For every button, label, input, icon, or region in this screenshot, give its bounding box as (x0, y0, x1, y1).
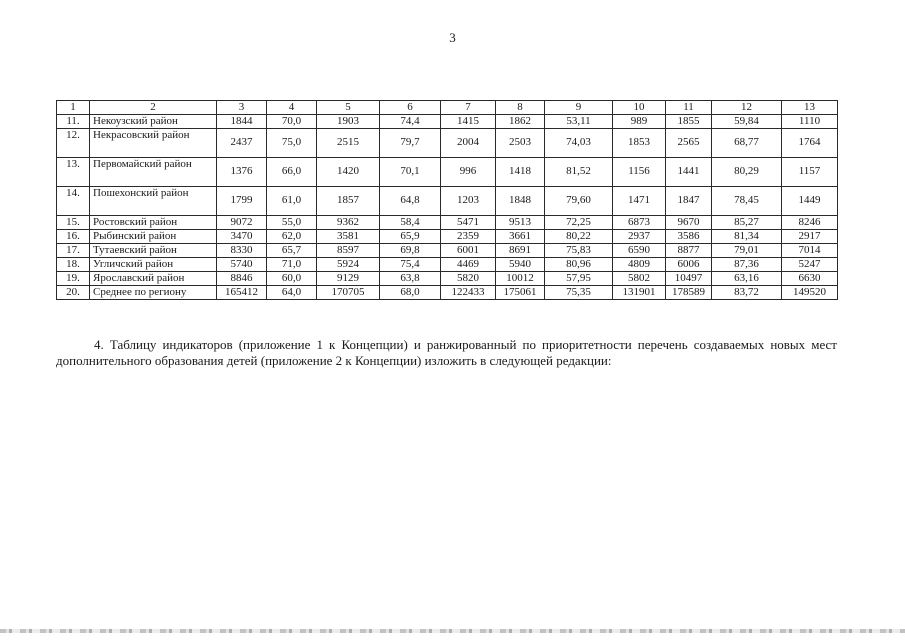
value-cell: 1441 (666, 157, 712, 186)
value-cell: 1847 (666, 186, 712, 215)
value-cell: 55,0 (267, 215, 317, 229)
value-cell: 70,0 (267, 114, 317, 128)
value-cell: 131901 (613, 285, 666, 299)
value-cell: 8597 (317, 243, 380, 257)
value-cell: 1764 (782, 128, 838, 157)
row-number-cell: 17. (57, 243, 90, 257)
value-cell: 75,83 (545, 243, 613, 257)
row-number-cell: 15. (57, 215, 90, 229)
value-cell: 62,0 (267, 229, 317, 243)
value-cell: 68,0 (380, 285, 441, 299)
amendment-paragraph: 4. Таблицу индикаторов (приложение 1 к Концепции) и ранжированный по приоритетности перечень создаваемых новых мест дополнительного образования детей (приложение 2 к Концепции) изложить в следующей редакции: (56, 337, 837, 368)
value-cell: 2917 (782, 229, 838, 243)
value-cell: 1376 (217, 157, 267, 186)
header-cell: 8 (496, 101, 545, 115)
value-cell: 122433 (441, 285, 496, 299)
indicators-table (56, 100, 838, 300)
value-cell: 1471 (613, 186, 666, 215)
value-cell: 1156 (613, 157, 666, 186)
table-row (57, 186, 838, 215)
district-name-cell: Тутаевский район (90, 243, 217, 257)
row-number-cell: 12. (57, 128, 90, 157)
row-number-cell: 11. (57, 114, 90, 128)
value-cell: 5471 (441, 215, 496, 229)
table-body (57, 101, 838, 300)
scan-edge-artifact (0, 629, 905, 633)
row-number-cell: 14. (57, 186, 90, 215)
value-cell: 1844 (217, 114, 267, 128)
value-cell: 9362 (317, 215, 380, 229)
value-cell: 1853 (613, 128, 666, 157)
value-cell: 8330 (217, 243, 267, 257)
value-cell: 58,4 (380, 215, 441, 229)
value-cell: 7014 (782, 243, 838, 257)
value-cell: 85,27 (712, 215, 782, 229)
header-cell: 11 (666, 101, 712, 115)
value-cell: 1157 (782, 157, 838, 186)
value-cell: 6001 (441, 243, 496, 257)
district-name-cell: Ростовский район (90, 215, 217, 229)
value-cell: 66,0 (267, 157, 317, 186)
value-cell: 178589 (666, 285, 712, 299)
value-cell: 8691 (496, 243, 545, 257)
header-cell: 2 (90, 101, 217, 115)
header-cell: 6 (380, 101, 441, 115)
value-cell: 87,36 (712, 257, 782, 271)
value-cell: 60,0 (267, 271, 317, 285)
table-row (57, 215, 838, 229)
row-number-cell: 13. (57, 157, 90, 186)
table-row (57, 285, 838, 299)
value-cell: 2359 (441, 229, 496, 243)
value-cell: 80,22 (545, 229, 613, 243)
value-cell: 2937 (613, 229, 666, 243)
value-cell: 9513 (496, 215, 545, 229)
value-cell: 64,8 (380, 186, 441, 215)
row-number-cell: 19. (57, 271, 90, 285)
value-cell: 1857 (317, 186, 380, 215)
value-cell: 80,96 (545, 257, 613, 271)
header-cell: 1 (57, 101, 90, 115)
value-cell: 5924 (317, 257, 380, 271)
value-cell: 79,01 (712, 243, 782, 257)
row-number-cell: 20. (57, 285, 90, 299)
header-cell: 13 (782, 101, 838, 115)
value-cell: 2004 (441, 128, 496, 157)
value-cell: 8246 (782, 215, 838, 229)
district-name-cell: Некрасовский район (90, 128, 217, 157)
value-cell: 6630 (782, 271, 838, 285)
value-cell: 170705 (317, 285, 380, 299)
value-cell: 5940 (496, 257, 545, 271)
value-cell: 80,29 (712, 157, 782, 186)
value-cell: 1418 (496, 157, 545, 186)
header-cell: 4 (267, 101, 317, 115)
value-cell: 6873 (613, 215, 666, 229)
value-cell: 3470 (217, 229, 267, 243)
district-name-cell: Среднее по региону (90, 285, 217, 299)
value-cell: 6006 (666, 257, 712, 271)
value-cell: 9072 (217, 215, 267, 229)
value-cell: 175061 (496, 285, 545, 299)
value-cell: 1799 (217, 186, 267, 215)
value-cell: 79,60 (545, 186, 613, 215)
value-cell: 1203 (441, 186, 496, 215)
value-cell: 81,52 (545, 157, 613, 186)
value-cell: 8846 (217, 271, 267, 285)
district-name-cell: Рыбинский район (90, 229, 217, 243)
value-cell: 3661 (496, 229, 545, 243)
table-row (57, 243, 838, 257)
value-cell: 65,7 (267, 243, 317, 257)
value-cell: 61,0 (267, 186, 317, 215)
district-name-cell: Угличский район (90, 257, 217, 271)
value-cell: 83,72 (712, 285, 782, 299)
value-cell: 72,25 (545, 215, 613, 229)
value-cell: 1855 (666, 114, 712, 128)
table-row (57, 157, 838, 186)
value-cell: 64,0 (267, 285, 317, 299)
row-number-cell: 18. (57, 257, 90, 271)
value-cell: 1848 (496, 186, 545, 215)
value-cell: 59,84 (712, 114, 782, 128)
header-cell: 10 (613, 101, 666, 115)
table-row (57, 114, 838, 128)
value-cell: 4469 (441, 257, 496, 271)
value-cell: 4809 (613, 257, 666, 271)
value-cell: 57,95 (545, 271, 613, 285)
district-name-cell: Ярославский район (90, 271, 217, 285)
value-cell: 75,0 (267, 128, 317, 157)
value-cell: 5820 (441, 271, 496, 285)
value-cell: 149520 (782, 285, 838, 299)
value-cell: 68,77 (712, 128, 782, 157)
value-cell: 1415 (441, 114, 496, 128)
value-cell: 989 (613, 114, 666, 128)
value-cell: 165412 (217, 285, 267, 299)
header-cell: 12 (712, 101, 782, 115)
value-cell: 53,11 (545, 114, 613, 128)
value-cell: 63,16 (712, 271, 782, 285)
value-cell: 70,1 (380, 157, 441, 186)
header-cell: 9 (545, 101, 613, 115)
value-cell: 1449 (782, 186, 838, 215)
value-cell: 74,03 (545, 128, 613, 157)
value-cell: 75,4 (380, 257, 441, 271)
value-cell: 2503 (496, 128, 545, 157)
value-cell: 63,8 (380, 271, 441, 285)
value-cell: 69,8 (380, 243, 441, 257)
value-cell: 1903 (317, 114, 380, 128)
district-name-cell: Первомайский район (90, 157, 217, 186)
value-cell: 9670 (666, 215, 712, 229)
value-cell: 65,9 (380, 229, 441, 243)
value-cell: 5247 (782, 257, 838, 271)
value-cell: 3581 (317, 229, 380, 243)
value-cell: 5802 (613, 271, 666, 285)
district-name-cell: Некоузский район (90, 114, 217, 128)
header-cell: 7 (441, 101, 496, 115)
value-cell: 996 (441, 157, 496, 186)
page-number: 3 (449, 30, 456, 45)
value-cell: 8877 (666, 243, 712, 257)
value-cell: 75,35 (545, 285, 613, 299)
value-cell: 2437 (217, 128, 267, 157)
table-row (57, 257, 838, 271)
value-cell: 71,0 (267, 257, 317, 271)
value-cell: 3586 (666, 229, 712, 243)
value-cell: 79,7 (380, 128, 441, 157)
table-header-row (57, 101, 838, 115)
value-cell: 1110 (782, 114, 838, 128)
header-cell: 3 (217, 101, 267, 115)
value-cell: 9129 (317, 271, 380, 285)
value-cell: 78,45 (712, 186, 782, 215)
value-cell: 2515 (317, 128, 380, 157)
table-row (57, 229, 838, 243)
value-cell: 10497 (666, 271, 712, 285)
value-cell: 6590 (613, 243, 666, 257)
row-number-cell: 16. (57, 229, 90, 243)
value-cell: 1420 (317, 157, 380, 186)
table-row (57, 271, 838, 285)
district-name-cell: Пошехонский район (90, 186, 217, 215)
value-cell: 81,34 (712, 229, 782, 243)
value-cell: 1862 (496, 114, 545, 128)
value-cell: 10012 (496, 271, 545, 285)
value-cell: 2565 (666, 128, 712, 157)
header-cell: 5 (317, 101, 380, 115)
value-cell: 74,4 (380, 114, 441, 128)
table-row (57, 128, 838, 157)
value-cell: 5740 (217, 257, 267, 271)
